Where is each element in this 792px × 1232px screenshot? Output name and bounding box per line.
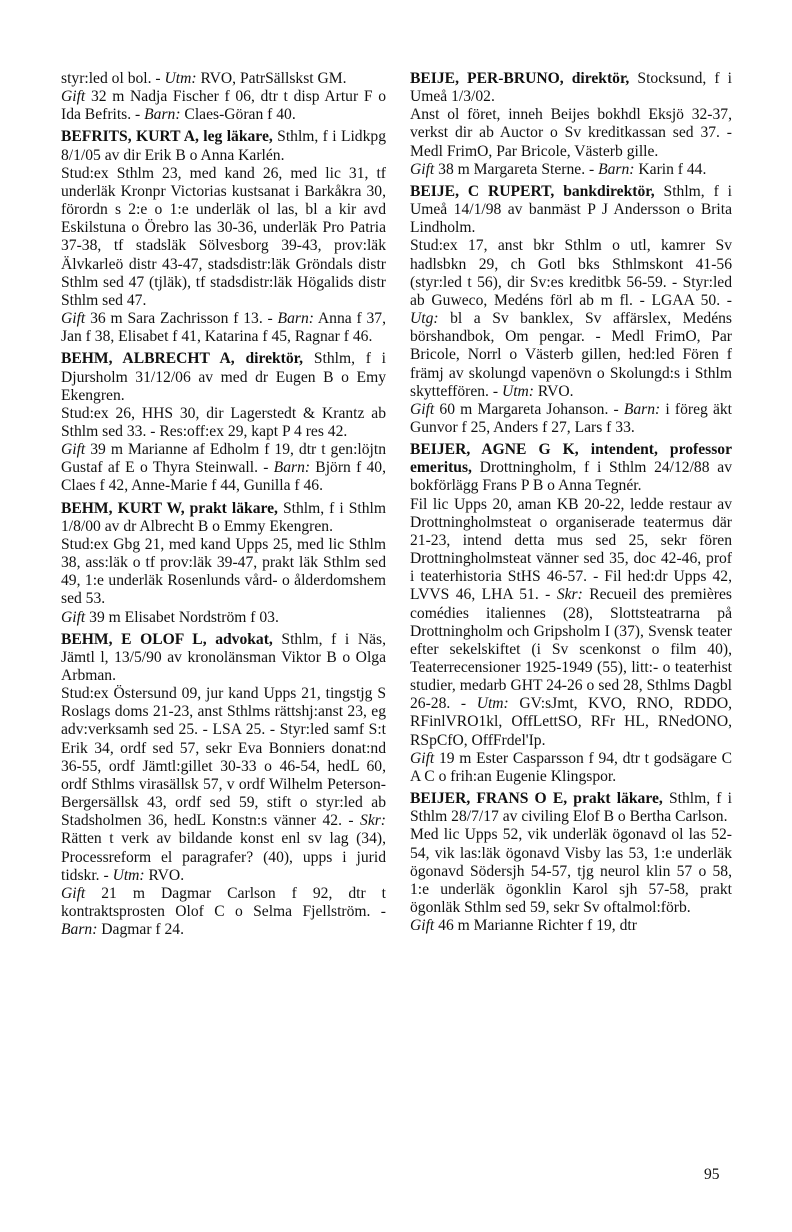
paragraph-text: Claes-Göran f 40.: [180, 106, 296, 124]
career-paragraph: [410, 106, 732, 160]
paragraph-text: i föreg äkt Gunvor f 25, Anders f 27, Lars f 33.: [410, 400, 733, 436]
entry-name-title: BEFRITS, KURT A, leg läkare,: [61, 128, 273, 146]
paragraph-text: Fil lic Upps 20, aman KB 20-22, ledde restaur av Drottningholmsteat o organiserade teatermus där 21-23, intend detta mus sed 25, sekr fören Drottningholmsteat vänner sed 35, doc 42-46, prof i teaterhistoria StHS 46-57. - Fil hed:dr Upps 42, LVVS 46, LHA 51. -: [410, 495, 732, 604]
biography-entry: [61, 128, 386, 346]
label-barn: Barn:: [144, 106, 181, 124]
career-paragraph: [410, 237, 732, 400]
entry-birth-info: Sthlm, f i Sthlm 1/8/00 av dr Albrecht B o Emmy Ekengren.: [61, 499, 386, 535]
paragraph-text: 32 m Nadja Fischer f 06, dtr t disp Artur F o Ida Befrits. -: [61, 88, 386, 124]
paragraph-text: RVO.: [534, 382, 574, 400]
label-skr: Skr:: [556, 586, 583, 604]
entry-name-title: BEHM, KURT W, prakt läkare,: [61, 499, 278, 517]
career-paragraph: [61, 536, 386, 609]
paragraph-text: 19 m Ester Casparsson f 94, dtr t godsägare C A C o frih:an Eugenie Klingspor.: [410, 749, 732, 785]
paragraph-text: Björn f 40, Claes f 42, Anne-Marie f 44, Gunilla f 46.: [61, 459, 386, 495]
entry-birth-info: Sthlm, f i Umeå 14/1/98 av banmäst P J Andersson o Brita Lindholm.: [410, 182, 732, 237]
entry-birth-info: Sthlm, f i Sthlm 28/7/17 av civiling Elof B o Bertha Carlson.: [410, 790, 732, 826]
label-gift: Gift: [61, 608, 86, 626]
paragraph-text: 46 m Marianne Richter f 19, dtr: [434, 917, 637, 935]
entry-birth-info: styr:led ol bol. -: [61, 70, 165, 87]
page-number: 95: [704, 1166, 720, 1183]
career-paragraph: [61, 165, 386, 310]
label-gift: Gift: [61, 310, 86, 328]
paragraph-text: Stud:ex Östersund 09, jur kand Upps 21, tingstjg S Roslags doms 21-23, anst Sthlms rättshj:anst 23, eg adv:verksamh sed 25. - LSA 25. - Styr:led samf S:t Erik 34, ordf sed 57, sekr Eva Bonniers donat:nd 36-55, ordf Jämtl:gillet 30-33 o 46-54, hedL 60, ordf Sthlms virasällsk 57, v ordf Wilhelm Peterson-Bergersällsk 43, ordf sed 59, stift o styr:led ab Stadsholmen 36, hedL Konstn:s vänner 42. -: [61, 685, 386, 830]
biography-entry: [61, 500, 386, 627]
label-utm: Utm:: [501, 382, 535, 400]
entry-birth-info: Sthlm, f i Djursholm 31/12/06 av med dr Eugen B o Emy Ekengren.: [61, 350, 386, 404]
marriage-paragraph: [410, 750, 732, 786]
entry-text: RVO, PatrSällskst GM.: [196, 70, 347, 87]
entry-heading-line: [61, 500, 386, 536]
label-gift: Gift: [61, 88, 86, 106]
paragraph-text: Rätten t verk av bildande konst enl sv lag (34), Processreform el paragrafer? (40), upps i jurid tidskr. -: [61, 830, 386, 884]
biography-entry: [410, 441, 732, 786]
marriage-paragraph: [410, 401, 732, 437]
paragraph-text: Stud:ex Gbg 21, med kand Upps 25, med lic Sthlm 38, ass:läk o tf prov:läk 39-47, prakt läk Sthlm sed 49, 1:e underläk Rosenlunds vård- o ålderdomshem sed 53.: [61, 535, 386, 608]
paragraph-text: RVO.: [144, 866, 185, 884]
label-gift: Gift: [410, 400, 435, 418]
right-column: [410, 70, 732, 935]
paragraph-text: Stud:ex Sthlm 23, med kand 26, med lic 31, tf underläk Kronpr Victorias kustsanat i Barkåkra 30, förordn s 2:e o 1:e underläk ol las, bl a kir avd Eskilstuna o Örebro las 30-36, underläk Pro Patria 37-38, tf stadsläk Sölvesborg 39-43, prov:läk Älvkarleö distr 43-47, stadsdistr:läk Gröndals distr Sthlm sed 47 (tjläk), tf stadsdistr:läk Högalids distr Sthlm sed 47.: [61, 164, 386, 309]
entry-heading-line: [410, 441, 732, 495]
paragraph-text: 36 m Sara Zachrisson f 13. -: [85, 310, 278, 328]
career-paragraph: [410, 496, 732, 750]
paragraph-text: Karin f 44.: [634, 160, 707, 178]
marriage-paragraph: [410, 161, 732, 179]
entry-heading-line: [61, 350, 386, 404]
label-utg: Utg:: [410, 310, 439, 328]
entry-birth-info: Sthlm, f i Lidkpg 8/1/05 av dir Erik B o Anna Karlén.: [61, 128, 386, 164]
label-utm: Utm:: [164, 70, 197, 87]
entry-heading-line: [61, 70, 386, 88]
paragraph-text: Anna f 37, Jan f 38, Elisabet f 41, Katarina f 45, Ragnar f 46.: [61, 310, 386, 346]
paragraph-text: 39 m Marianne af Edholm f 19, dtr t gen:löjtn Gustaf af E o Thyra Steinwall. -: [61, 441, 386, 477]
label-gift: Gift: [410, 160, 435, 178]
biography-entry: [410, 70, 732, 179]
label-barn: Barn:: [623, 400, 661, 418]
paragraph-text: 60 m Margareta Johanson. -: [434, 400, 624, 418]
label-gift: Gift: [410, 917, 435, 935]
entry-birth-info: Sthlm, f i Näs, Jämtl l, 13/5/90 av kronolänsman Viktor B o Olga Arbman.: [61, 630, 387, 684]
marriage-paragraph: [410, 917, 732, 935]
marriage-paragraph: [61, 441, 386, 495]
entry-heading-line: [61, 128, 386, 164]
biography-entry: [61, 631, 386, 940]
paragraph-text: 21 m Dagmar Carlson f 92, dtr t kontraktsprosten Olof C o Selma Fjellström. -: [61, 884, 386, 921]
label-gift: Gift: [410, 749, 435, 767]
label-barn: Barn:: [598, 160, 635, 178]
entry-heading-line: [61, 631, 386, 685]
marriage-paragraph: [61, 88, 386, 124]
paragraph-text: Recueil des premières comédies italiennes (28), Slottsteatrarna på Drottningholm och Gripsholm I (37), Svensk teater efter sekelskiftet (i Sv scenkonst o film 40), Teaterrecensioner 1925-1949 (55), litt:- o teaterhist studier, medarb GHT 24-26 o sed 28, Sthlms Dagbl 26-28. -: [410, 586, 732, 713]
label-utm: Utm:: [112, 866, 145, 884]
marriage-paragraph: [61, 310, 386, 346]
paragraph-text: Anst ol föret, inneh Beijes bokhdl Eksjö 32-37, verkst dir ab Auctor o Sv kreditkassan sed 37. - Medl FrimO, Par Bricole, Västerb gille.: [410, 106, 732, 160]
label-barn: Barn:: [277, 310, 314, 328]
paragraph-text: bl a Sv banklex, Sv affärslex, Medéns börshandbok, Om pengar. - Medl FrimO, Par Bricole, Norrl o Västerb gillen, hed:led Fören f främj av skolungd vapenövn o Skolungd:s i Sthlm skytteffören. -: [410, 310, 732, 400]
entry-name-title: BEHM, ALBRECHT A, direktör,: [61, 350, 304, 368]
marriage-paragraph: [61, 609, 386, 627]
paragraph-text: GV:sJmt, KVO, RNO, RDDO, RFinlVRO1kl, OffLettSO, RFr HL, RNedONO, RSpCfO, OffFrdel'Ip.: [410, 695, 732, 749]
biography-entry: [61, 70, 386, 124]
label-barn: Barn:: [61, 921, 98, 939]
paragraph-text: Stud:ex 17, anst bkr Sthlm o utl, kamrer Sv hadlsbkn 29, ch Gotl bks Sthlmskont 41-56 (styr:led t 56), dir Sv:es kreditbk 56-59. - Styr:led ab Guweco, Medéns förl ab m fl. - LGAA 50. -: [410, 237, 732, 309]
entry-birth-info: Drottningholm, f i Sthlm 24/12/88 av bokförlägg Frans P B o Anna Tegnér.: [410, 459, 732, 495]
left-column: [61, 70, 386, 939]
entry-name-title: BEIJE, PER-BRUNO, direktör,: [410, 70, 630, 87]
label-gift: Gift: [61, 441, 86, 459]
entry-name-title: BEHM, E OLOF L, advokat,: [61, 630, 273, 648]
entry-heading-line: [410, 70, 732, 106]
paragraph-text: 38 m Margareta Sterne. -: [434, 160, 599, 178]
entry-name-title: BEIJE, C RUPERT, bankdirektör,: [410, 182, 655, 200]
entry-heading-line: [410, 790, 732, 826]
entry-name-title: BEIJER, AGNE G K, intendent, professor emeritus,: [410, 441, 732, 477]
paragraph-text: Dagmar f 24.: [97, 921, 184, 939]
entry-heading-line: [410, 183, 732, 237]
marriage-paragraph: [61, 885, 386, 939]
biography-entry: [410, 183, 732, 437]
entry-name-title: BEIJER, FRANS O E, prakt läkare,: [410, 790, 663, 808]
biography-entry: [61, 350, 386, 495]
paragraph-text: Stud:ex 26, HHS 30, dir Lagerstedt & Krantz ab Sthlm sed 33. - Res:off:ex 29, kapt P 4 res 42.: [61, 404, 386, 440]
career-paragraph: [410, 826, 732, 917]
entry-birth-info: Stocksund, f i Umeå 1/3/02.: [410, 70, 732, 106]
biography-entry: [410, 790, 732, 935]
paragraph-text: Med lic Upps 52, vik underläk ögonavd ol las 52-54, vik las:läk ögonavd Visby las 53, 1:e underläk ögonavd Södersjh 54-57, tjg neurol klin 57 o 58, 1:e underläk ögonklin Karol sjh 57-58, prakt ögonläk Sthlm sed 59, sekr Sv oftalmol:förb.: [410, 826, 732, 917]
career-paragraph: [61, 685, 386, 885]
paragraph-text: 39 m Elisabet Nordström f 03.: [85, 608, 279, 626]
label-skr: Skr:: [360, 812, 386, 830]
label-utm: Utm:: [476, 695, 509, 713]
career-paragraph: [61, 405, 386, 441]
label-barn: Barn:: [273, 459, 311, 477]
label-gift: Gift: [61, 884, 86, 902]
